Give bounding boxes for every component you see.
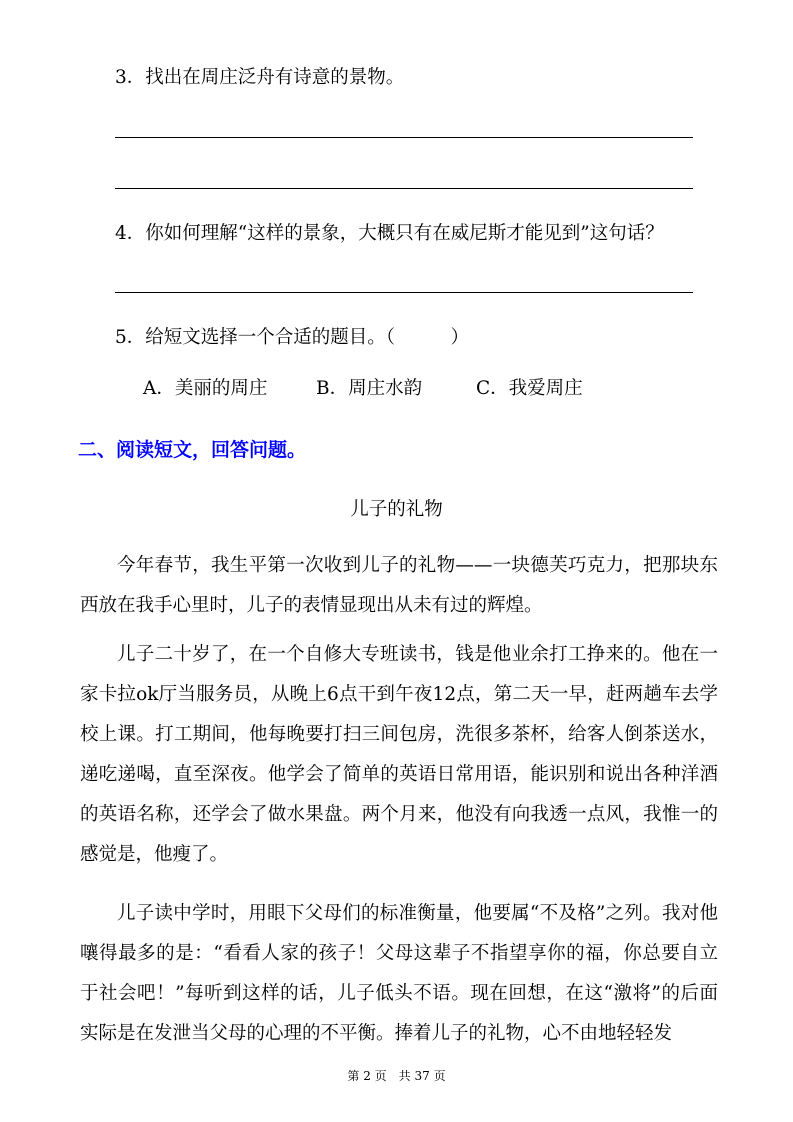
question-3: 3．找出在周庄泛舟有诗意的景物。: [115, 67, 405, 88]
paragraph-1: 今年春节，我生平第一次收到儿子的礼物——一块德芙巧克力，把那块东西放在我手心里时，儿子的表情显现出从未有过的辉煌。: [80, 555, 718, 616]
answer-line-4: [115, 292, 693, 293]
option-b: B．周庄水韵: [316, 378, 423, 399]
question-4: 4．你如何理解“这样的景象，大概只有在威尼斯才能见到”这句话？: [115, 223, 664, 244]
answer-line-3b: [115, 188, 693, 189]
section-heading: 二、阅读短文，回答问题。: [78, 439, 307, 461]
answer-line-3a: [115, 137, 693, 138]
paragraph-2: 儿子二十岁了，在一个自修大专班读书，钱是他业余打工挣来的。他在一家卡拉ok厅当服务员，从晚上6点干到午夜12点，第二天一早，赶两趟车去学校上课。打工期间，他每晚要打扫三间包房，洗很多茶杯，给客人倒茶送水，递吃递喝，直至深夜。他学会了简单的英语日常用语，能识别和说出各种洋酒的英语名称，还学会了做水果盘。两个月来，他没有向我透一点风，我惟一的感觉是，他瘦了。: [80, 644, 718, 865]
option-a: A．美丽的周庄: [143, 378, 268, 399]
option-c: C．我爱周庄: [476, 378, 583, 399]
passage-title: 儿子的礼物: [350, 499, 443, 520]
page-footer: 第 2 页 共 37 页: [347, 1069, 446, 1083]
paragraph-3: 儿子读中学时，用眼下父母们的标准衡量，他要属“不及格”之列。我对他嚷得最多的是：“看看人家的孩子！父母这辈子不指望享你的福，你总要自立于社会吧！”每听到这样的话，儿子低头不语。现在回想，在这“激将”的后面实际是在发泄当父母的心理的不平衡。捧着儿子的礼物，心不由地轻轻发: [80, 903, 718, 1044]
question-5: 5．给短文选择一个合适的题目。（ ）: [115, 327, 470, 348]
